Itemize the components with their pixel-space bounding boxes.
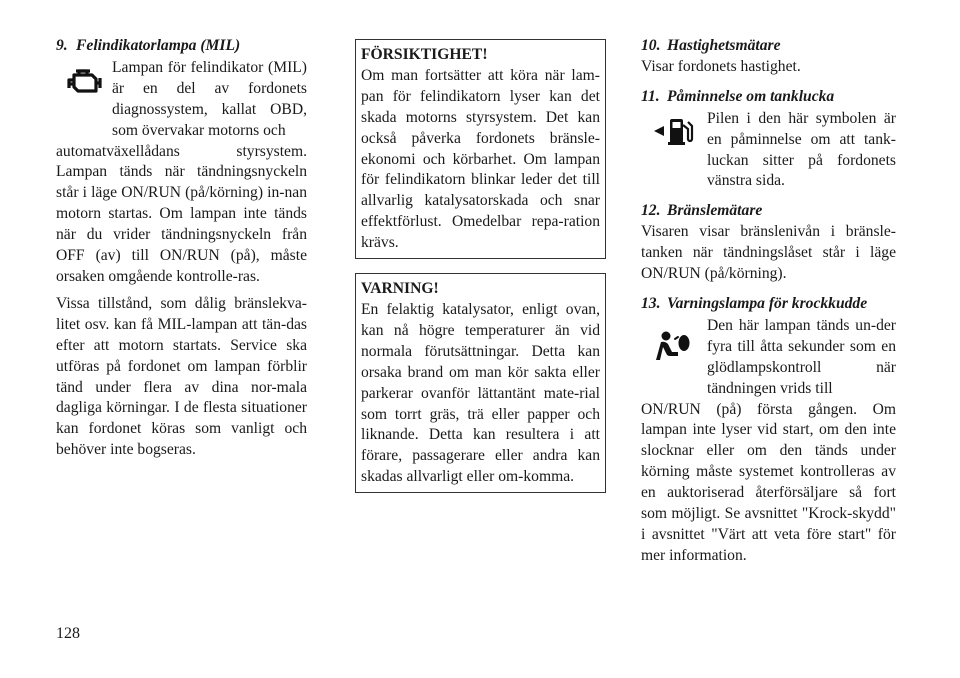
airbag-description: Den här lampan tänds un-der fyra till åtta sekunder som en glödlampskontroll när tändningen vrids till bbox=[707, 316, 896, 397]
warning-title: VARNING! bbox=[361, 280, 439, 298]
fuel-gauge-text: Visaren visar bränslenivån i bränsle-tanken när tändningslåset står i läge ON/RUN (på/körning). bbox=[641, 223, 896, 283]
section-heading-fuel-door: 11. Påminnelse om tanklucka bbox=[641, 87, 835, 105]
fuel-door-icon-row bbox=[641, 109, 896, 193]
caution-box bbox=[355, 39, 606, 259]
column-right bbox=[641, 36, 896, 567]
caution-text: Om man fortsätter att köra när lam-pan för felindikatorn lyser kan det skada motorns styrsystem. Det kan också påverka fordonets bränsle-ekonomi och körbarhet. Om lampan för felindikatorn blinkar leder det till allvarlig katalysatorskada och snar effektförlust. Omedelbar repa-ration krävs. bbox=[361, 66, 600, 252]
mil-paragraph-1: automatväxellådans styrsystem. Lampan tänds när tändningsnyckeln står i läge ON/RUN (på/körning) in-nan motorn startas. Om lampan inte tänds när du vrider tändningsnyckeln från OFF (av) till ON/RUN (på), måste orsaken omgående kontrolle-ras. bbox=[56, 142, 307, 285]
mil-paragraph-2: Vissa tillstånd, som dålig bränslekva-litet osv. kan få MIL-lampan att tän-das efter att motorn startats. Service ska utföras på fordonet om lampan förblir tänd under flera av dina nor-mala dagliga körningar. I de flesta situationer kan fordonet köras som vanligt och behöver inte bogseras. bbox=[56, 294, 307, 459]
page-number: 128 bbox=[56, 625, 80, 642]
warning-box bbox=[355, 273, 606, 493]
airbag-paragraph: ON/RUN (på) första gången. Om lampan inte lyser vid start, om den inte slocknar eller om den tänds under körning måste systemet kontrolleras av en auktoriserad återförsäljare så fort som möjligt. Se avsnittet "Krock-skydd" i avsnittet "Värt att veta före start" för mer information. bbox=[641, 400, 896, 564]
warning-text: En felaktig katalysator, enligt ovan, kan nå högre temperaturer än vid normala förutsättningar. Detta kan orsaka brand om man kör sakta eller parkerar ovanför lättantänt mate-rial som torrt gräs, trä eller papper och liknande. Detta kan resultera i att förare, passagerare eller andra kan skadas allvarligt eller om-komma. bbox=[361, 300, 600, 486]
mil-description: Lampan för felindikator (MIL) är en del av fordonets diagnossystem, kallat OBD, som övervakar motorns och bbox=[112, 58, 307, 139]
mil-icon-row bbox=[56, 58, 307, 142]
airbag-icon-row bbox=[641, 316, 896, 400]
fuel-door-text: Pilen i den här symbolen är en påminnelse om att tank-luckan sitter på fordonets vänstra sida. bbox=[707, 109, 896, 190]
speedometer-text: Visar fordonets hastighet. bbox=[641, 57, 801, 75]
column-middle bbox=[355, 39, 606, 493]
airbag-icon bbox=[641, 316, 707, 364]
section-heading-mil: 9. Felindikatorlampa (MIL) bbox=[56, 37, 241, 54]
check-engine-icon bbox=[56, 58, 112, 98]
column-left bbox=[56, 36, 307, 461]
section-heading-speedometer: 10. Hastighetsmätare bbox=[641, 37, 781, 54]
section-heading-fuel-gauge: 12. Bränslemätare bbox=[641, 202, 763, 220]
caution-title: FÖRSIKTIGHET! bbox=[361, 46, 488, 63]
section-heading-airbag: 13. Varningslampa för krockkudde bbox=[641, 294, 868, 312]
fuel-pump-arrow-icon bbox=[641, 109, 707, 147]
